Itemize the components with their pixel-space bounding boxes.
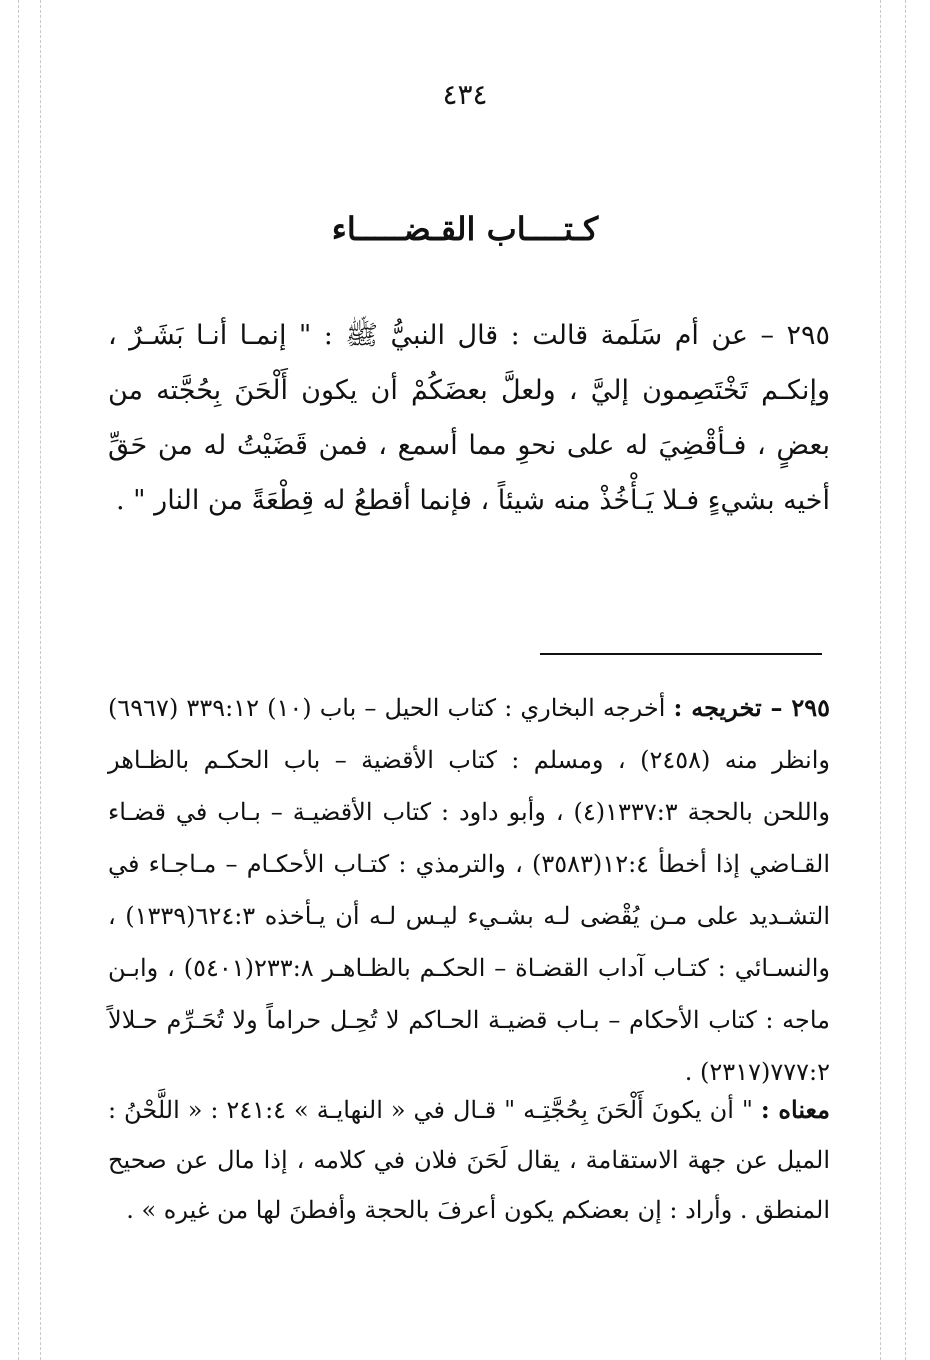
scan-artifact-line — [905, 0, 906, 1360]
takhrij-footnote — [108, 682, 830, 1098]
takhrij-text: أخرجه البخاري : كتاب الحيل – باب (١٠) ٣٣٩:١٢ (٦٩٦٧) وانظر منه (٢٤٥٨) ، ومسلم : كتاب الأقضية – باب الحكـم بالظـاهر واللحن بالحجة ١٣٣٧:٣(٤) ، وأبو داود : كتاب الأقضيـة – بـاب في قضـاء القـاضي إذا أخطأ ١٢:٤(٣٥٨٣) ، والترمذي : كتـاب الأحكـام – مـاجـاء في التشـديد على مـن يُقْضى لـه بشـيء ليـس لـه أن يـأخذه ٦٢٤:٣(١٣٣٩) ، والنسـائي : كتـاب آداب القضـاة – الحكـم بالظـاهـر ٢٣٣:٨(٥٤٠١) ، وابـن ماجه : كتاب الأحكام – بـاب قضيـة الحـاكم لا تُحِـل حراماً ولا تُحَـرِّم حـلالاً ٧٧٧:٢(٢٣١٧) . — [108, 694, 830, 1086]
scan-artifact-line — [40, 0, 41, 1360]
meaning-label: معناه : — [760, 1095, 830, 1124]
meaning-footnote — [108, 1085, 830, 1235]
hadith-text-block — [108, 308, 830, 528]
meaning-text: " أن يكونَ أَلْحَنَ بِحُجَّتِـه " قـال في « النهايـة » ٢٤١:٤ : « اللَّحْنُ : الميل عن جهة الاستقامة ، يقال لَحَنَ فلان في كلامه ، إذا مال عن صحيح المنطق . وأراد : إن بعضكم يكون أعرفَ بالحجة وأفطنَ لها من غيره » . — [108, 1096, 830, 1224]
takhrij-paragraph — [108, 682, 830, 1098]
takhrij-label: ٢٩٥ – تخريجه : — [673, 693, 830, 722]
hadith-text: ٢٩٥ – عن أم سَلَمة قالت : قال النبيُّ ﷺ : " إنمـا أنـا بَشَـرٌ ، وإنكـم تَخْتَصِمون إليَّ ، ولعلَّ بعضَكُمْ أن يكون أَلْحَنَ بِحُجَّته من بعضٍ ، فـأقْضِيَ له على نحوِ مما أسمع ، فمن قَضَيْتُ له من حَقِّ أخيه بشيءٍ فـلا يَـأْخُذْ منه شيئاً ، فإنما أقطعُ له قِطْعَةً من النار " . — [108, 320, 830, 516]
meaning-paragraph — [108, 1085, 830, 1235]
footnote-divider — [540, 653, 822, 655]
scan-artifact-line — [18, 0, 19, 1360]
chapter-title: كـتــــاب القـضـــــاء — [331, 210, 599, 248]
scan-artifact-line — [880, 0, 881, 1360]
page-number: ٤٣٤ — [442, 78, 488, 111]
